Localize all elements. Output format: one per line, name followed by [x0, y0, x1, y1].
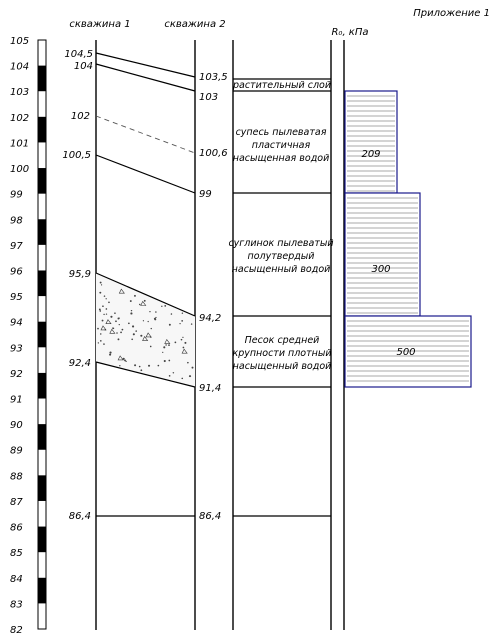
- sand-grain: [98, 342, 99, 343]
- sand-grain: [179, 323, 180, 324]
- sand-grain: [115, 320, 117, 322]
- sand-grain: [191, 323, 192, 324]
- sand-grain: [161, 306, 162, 307]
- scale-segment: [38, 270, 46, 296]
- sand-grain: [187, 362, 189, 364]
- scale-label: 89: [10, 445, 23, 457]
- sand-grain: [109, 351, 111, 353]
- bh1-mark-104-5: 104,5: [64, 49, 93, 60]
- sand-grain: [108, 302, 110, 304]
- scale-label: 86: [10, 522, 23, 534]
- sand-grain: [181, 378, 183, 380]
- sand-grain: [100, 310, 102, 312]
- bh2-mark-99: 99: [199, 189, 212, 200]
- r0-block-loam: [345, 193, 420, 316]
- sand-grain: [102, 320, 104, 322]
- scale-label: 93: [10, 343, 23, 355]
- scale-label: 96: [10, 266, 23, 278]
- sand-grain: [169, 324, 171, 326]
- layer-sand-line-2: крупности плотный: [232, 348, 332, 359]
- sand-grain: [158, 365, 160, 367]
- scale-label: 92: [10, 368, 23, 380]
- scale-label: 84: [10, 573, 23, 585]
- scale-label: 99: [10, 189, 23, 201]
- sand-grain: [181, 339, 183, 341]
- bh1-mark-100-5: 100,5: [62, 150, 91, 161]
- sand-grain: [101, 284, 102, 285]
- sand-grain: [175, 341, 177, 343]
- sand-grain: [171, 313, 173, 315]
- sand-grain: [134, 295, 136, 297]
- sand-grain: [106, 308, 108, 310]
- sand-grain: [100, 340, 102, 342]
- layer-loam-line-2: полутвердый: [247, 251, 315, 262]
- sand-grain: [164, 360, 166, 362]
- sand-grain: [134, 364, 136, 366]
- scale-segment: [38, 527, 46, 553]
- sand-grain: [106, 313, 107, 314]
- scale-label: 82: [10, 625, 23, 636]
- sand-grain: [144, 300, 146, 302]
- scale-label: 103: [10, 87, 30, 99]
- sand-grain: [148, 321, 149, 322]
- sand-grain: [131, 310, 132, 311]
- sand-grain: [132, 325, 134, 327]
- scale-segment: [38, 66, 46, 92]
- sand-grain: [109, 354, 111, 356]
- sand-grain: [164, 305, 166, 307]
- sand-grain: [104, 295, 106, 297]
- scale-segment: [38, 168, 46, 194]
- sand-grain: [139, 304, 140, 305]
- sand-grain: [106, 298, 107, 299]
- sand-grain: [114, 312, 116, 314]
- scale-label: 104: [10, 61, 30, 73]
- boundary-3: [96, 155, 195, 193]
- sand-grain: [150, 346, 152, 348]
- sand-grain: [143, 320, 144, 321]
- scale-label: 100: [10, 164, 30, 176]
- bh2-mark-103-5: 103,5: [199, 72, 228, 83]
- sand-grain: [130, 312, 132, 314]
- sand-grain: [102, 305, 104, 307]
- layer-sand-line-3: насыщенный водой: [232, 361, 332, 372]
- scale-label: 85: [10, 548, 23, 560]
- sand-grain: [139, 366, 141, 368]
- scale-label: 101: [10, 138, 30, 150]
- sand-grain: [168, 344, 170, 346]
- sand-grain: [112, 327, 114, 329]
- scale-label: 83: [10, 599, 23, 611]
- bh2-mark-94-2: 94,2: [199, 313, 222, 324]
- sand-grain: [183, 347, 185, 349]
- scale-segment: [38, 373, 46, 399]
- sand-grain: [118, 338, 120, 340]
- r0-block-sandy-loam: [345, 91, 397, 193]
- sand-grain: [99, 309, 101, 311]
- sand-grain: [173, 372, 174, 373]
- sand-grain: [120, 331, 122, 333]
- borehole-2-header: скважина 2: [164, 19, 226, 30]
- sand-grain: [128, 322, 130, 324]
- sand-grain: [169, 375, 171, 377]
- sand-grain: [135, 330, 137, 332]
- scale-label: 105: [10, 36, 30, 47]
- sand-grain: [181, 320, 183, 322]
- sand-grain: [119, 324, 120, 325]
- sand-grain: [182, 337, 183, 338]
- scale-label: 91: [10, 394, 23, 406]
- scale-label: 94: [10, 317, 23, 329]
- layer-sandy-loam-line-1: супесь пылеватая: [235, 127, 327, 138]
- sand-grain: [100, 333, 101, 334]
- sand-grain: [155, 317, 156, 318]
- bh2-mark-86-4: 86,4: [199, 511, 222, 522]
- sand-grain: [189, 375, 191, 377]
- sand-grain: [165, 344, 166, 345]
- r0-header: R₀, кПа: [331, 27, 369, 38]
- bh1-mark-92-4: 92,4: [68, 358, 91, 369]
- sand-grain: [151, 328, 152, 329]
- sand-grain: [119, 318, 120, 319]
- sand-grain: [110, 316, 112, 318]
- boundary-2: [96, 64, 195, 91]
- scale-label: 102: [10, 112, 30, 124]
- sand-grain: [168, 360, 170, 362]
- appendix-label: Приложение 1: [413, 8, 490, 19]
- sand-grain: [163, 346, 165, 348]
- borehole-1-header: скважина 1: [69, 19, 131, 30]
- scale-segment: [38, 475, 46, 501]
- bh2-mark-100-6: 100,6: [199, 148, 228, 159]
- bh2-mark-103: 103: [199, 92, 219, 103]
- scale-label: 95: [10, 292, 23, 304]
- sand-grain: [182, 312, 183, 313]
- sand-grain: [103, 314, 104, 315]
- sand-grain: [148, 365, 150, 367]
- scale-label: 97: [10, 240, 23, 252]
- sand-grain: [155, 311, 157, 313]
- layer-sandy-loam-line-2: пластичная: [251, 140, 311, 151]
- sand-grain: [131, 338, 133, 340]
- sand-grain: [130, 300, 132, 302]
- sand-grain: [99, 292, 101, 294]
- scale-segment: [38, 117, 46, 143]
- sand-grain: [149, 311, 150, 312]
- bh1-mark-95-9: 95,9: [68, 269, 91, 280]
- sand-grain: [133, 333, 135, 335]
- sand-grain: [97, 328, 99, 330]
- scale-label: 88: [10, 471, 23, 483]
- scale-label: 87: [10, 496, 23, 508]
- sand-grain: [103, 343, 105, 345]
- sand-grain: [140, 369, 142, 371]
- scale-segment: [38, 322, 46, 348]
- r0-value-209: 209: [361, 149, 381, 160]
- layer-loam-line-1: суглинок пылеватый: [228, 238, 334, 249]
- r0-value-500: 500: [396, 347, 416, 358]
- layer-topsoil-label: растительный слой: [232, 80, 332, 91]
- boundary-1: [96, 53, 195, 77]
- scale-segment: [38, 424, 46, 450]
- layer-loam-line-3: насыщенный водой: [231, 264, 331, 275]
- elevation-scale: [10, 36, 46, 636]
- bh1-mark-102: 102: [70, 111, 90, 122]
- sand-grain: [125, 361, 126, 362]
- sand-lens-fill: [96, 273, 195, 387]
- sand-grain: [119, 365, 120, 366]
- water-level-line: [96, 116, 195, 153]
- scale-segment: [38, 578, 46, 604]
- layer-sandy-loam-line-3: насыщенная водой: [232, 153, 330, 164]
- bh1-mark-86-4: 86,4: [68, 511, 91, 522]
- bh2-mark-91-4: 91,4: [199, 383, 222, 394]
- sand-grain: [122, 329, 124, 331]
- r0-value-300: 300: [371, 264, 391, 275]
- scale-segment: [38, 219, 46, 245]
- sand-grain: [192, 367, 194, 369]
- sand-grain: [162, 352, 163, 353]
- scale-label: 90: [10, 420, 23, 432]
- layer-sand-line-1: Песок средней: [244, 335, 320, 346]
- sand-grain: [116, 332, 118, 334]
- sand-grain: [100, 282, 102, 284]
- scale-label: 98: [10, 215, 23, 227]
- sand-grain: [140, 335, 142, 337]
- sand-grain: [184, 342, 186, 344]
- bh1-mark-104: 104: [73, 61, 93, 72]
